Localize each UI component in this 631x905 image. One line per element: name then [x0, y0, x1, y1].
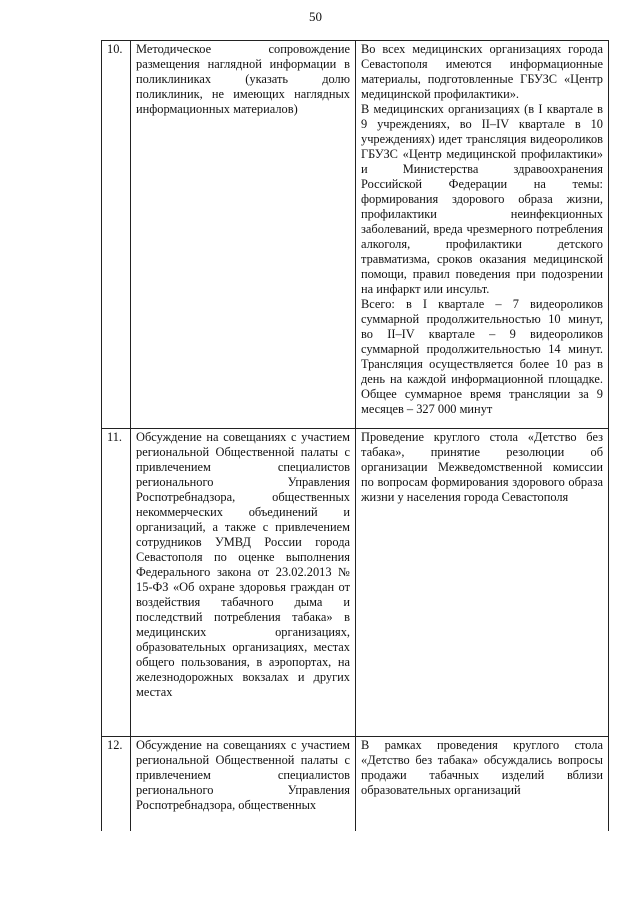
row-number: 11. [102, 429, 131, 737]
page-number: 50 [309, 9, 322, 24]
row-number: 10. [102, 41, 131, 429]
measure-result [356, 41, 609, 429]
table-row [102, 41, 609, 429]
measure-description: Обсуждение на совещаниях с участием региональной Общественной палаты с привлечением специалистов регионального Управления Роспотребнадзора, общественных [131, 737, 356, 832]
result-paragraph: В рамках проведения круглого стола «Детство без табака» обсуждались вопросы продажи табачных изделий вблизи образовательных организаций [361, 738, 603, 797]
result-paragraph: В медицинских организациях (в I квартале в 9 учреждениях, во II–IV квартале в 10 учреждениях) идет трансляция видеороликов ГБУЗС «Центр медицинской профилактики» и Министерства здравоохранения Российской Федерации на темы: формирования здорового образа жизни, профилактики неинфекционных заболеваний, вреда чрезмерного потребления алкоголя, профилактики детского травматизма, сроков оказания медицинской помощи, правил поведения при подозрении на инфаркт или инсульт. [361, 102, 603, 296]
measures-table [101, 40, 609, 831]
row-number: 12. [102, 737, 131, 832]
measure-result [356, 737, 609, 832]
table-row [102, 737, 609, 832]
measure-description: Обсуждение на совещаниях с участием региональной Общественной палаты с привлечением специалистов регионального Управления Роспотребнадзора, общественных некоммерческих объединений и организаций, а также с привлечением сотрудников УМВД России города Севастополя по оценке выполнения Федерального закона от 23.02.2013 № 15-ФЗ «Об охране здоровья граждан от воздействия табачного дыма и последствий потребления табака» в медицинских организациях, образовательных организациях, местах общего пользования, в аэропортах, на железнодорожных вокзалах и других местах [131, 429, 356, 737]
result-paragraph: Проведение круглого стола «Детство без табака», принятие резолюции об организации Межведомственной комиссии по вопросам формирования здорового образа жизни у населения города Севастополя [361, 430, 603, 504]
measure-description: Методическое сопровождение размещения наглядной информации в поликлиниках (указать долю поликлиник, не имеющих наглядных информационных материалов) [131, 41, 356, 429]
result-paragraph: Всего: в I квартале – 7 видеороликов суммарной продолжительностью 10 минут, во II–IV квартале – 9 видеороликов суммарной продолжительностью 14 минут. Трансляция осуществляется более 10 раз в день на каждой информационной площадке. Общее суммарное время трансляции за 9 месяцев – 327 000 минут [361, 297, 603, 416]
table-row [102, 429, 609, 737]
measure-result [356, 429, 609, 737]
result-paragraph: Во всех медицинских организациях города Севастополя имеются информационные материалы, подготовленные ГБУЗС «Центр медицинской профилактики». [361, 42, 603, 101]
